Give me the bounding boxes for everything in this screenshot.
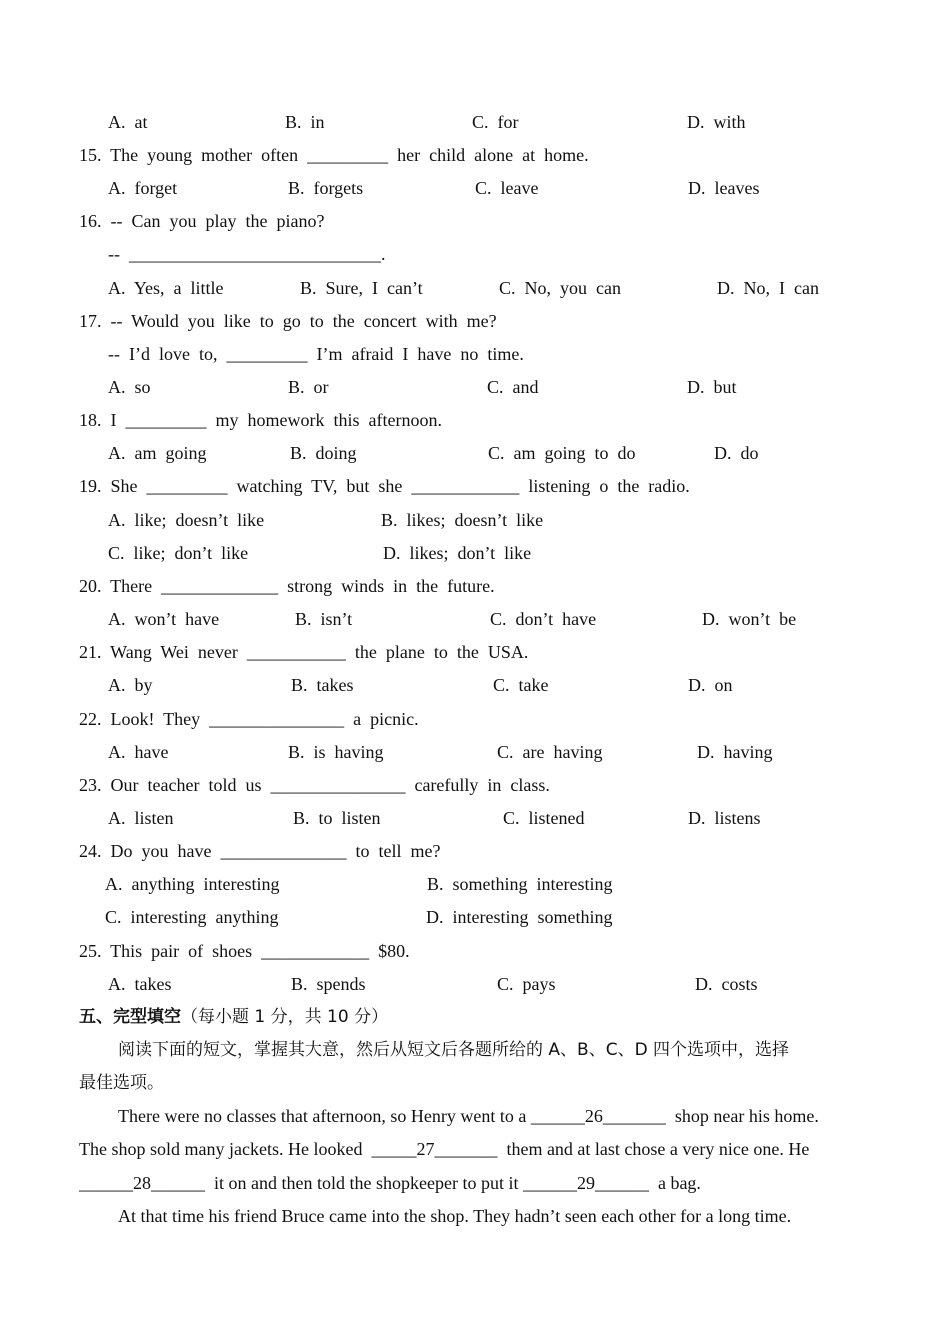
q22-option-b: B. is having xyxy=(288,742,384,762)
q18-option-b: B. doing xyxy=(290,443,357,463)
section5-title: 五、完型填空 xyxy=(79,1007,181,1027)
q17-stem: 17. -- Would you like to go to the concert with me? xyxy=(79,311,497,331)
q17-answer-line: -- I’d love to, _________ I’m afraid I have no time. xyxy=(108,344,524,364)
q24-option-a: A. anything interesting xyxy=(105,874,280,894)
q18-stem: 18. I _________ my homework this afternoon. xyxy=(79,410,442,430)
q24-stem: 24. Do you have ______________ to tell me? xyxy=(79,841,441,861)
q21-option-d: D. on xyxy=(688,675,733,695)
q16-option-d: D. No, I can xyxy=(717,278,819,298)
q21-option-c: C. take xyxy=(493,675,549,695)
q20-stem: 20. There _____________ strong winds in the future. xyxy=(79,576,495,596)
q15-option-b: B. forgets xyxy=(288,178,364,198)
blank-28: ______28______ xyxy=(79,1173,205,1193)
q19-option-d: D. likes; don’t like xyxy=(383,543,532,563)
blank-27: _____27_______ xyxy=(371,1139,498,1159)
q17-option-a: A. so xyxy=(108,377,151,397)
q19-stem: 19. She _________ watching TV, but she ____________ listening o the radio. xyxy=(79,476,690,496)
q16-stem: 16. -- Can you play the piano? xyxy=(79,211,325,231)
q16-option-c: C. No, you can xyxy=(499,278,621,298)
q23-option-b: B. to listen xyxy=(293,808,381,828)
q23-option-d: D. listens xyxy=(688,808,761,828)
q24-option-c: C. interesting anything xyxy=(105,907,279,927)
q23-stem: 23. Our teacher told us _______________ carefully in class. xyxy=(79,775,550,795)
blank-29: ______29______ xyxy=(522,1173,649,1193)
q15-option-a: A. forget xyxy=(108,178,178,198)
q14-option-b: B. in xyxy=(285,112,325,132)
q25-option-a: A. takes xyxy=(108,974,172,994)
section5-instruction-line1: 阅读下面的短文，掌握其大意，然后从短文后各题所给的 A、B、C、D 四个选项中，选择 xyxy=(118,1040,790,1060)
q18-option-d: D. do xyxy=(714,443,759,463)
q24-option-d: D. interesting something xyxy=(426,907,613,927)
q15-option-d: D. leaves xyxy=(688,178,760,198)
q22-option-c: C. are having xyxy=(497,742,603,762)
q18-option-c: C. am going to do xyxy=(488,443,636,463)
q25-option-b: B. spends xyxy=(291,974,366,994)
q19-option-a: A. like; doesn’t like xyxy=(108,510,265,530)
q25-option-d: D. costs xyxy=(695,974,758,994)
q19-option-c: C. like; don’t like xyxy=(108,543,249,563)
passage-text: a bag. xyxy=(648,1173,701,1193)
q14-option-c: C. for xyxy=(472,112,519,132)
q19-option-b: B. likes; doesn’t like xyxy=(381,510,544,530)
q21-option-b: B. takes xyxy=(291,675,354,695)
passage-line-2 xyxy=(79,1138,809,1160)
q21-stem: 21. Wang Wei never ___________ the plane to the USA. xyxy=(79,642,529,662)
q16-answer-line: -- ____________________________. xyxy=(108,244,386,264)
q17-option-c: C. and xyxy=(487,377,539,397)
q20-option-c: C. don’t have xyxy=(490,609,597,629)
passage-text: The shop sold many jackets. He looked xyxy=(79,1139,372,1159)
blank-26: ______26_______ xyxy=(530,1106,666,1126)
q14-option-a: A. at xyxy=(108,112,148,132)
q22-option-d: D. having xyxy=(697,742,773,762)
q18-option-a: A. am going xyxy=(108,443,207,463)
q15-option-c: C. leave xyxy=(475,178,539,198)
passage-line-1 xyxy=(118,1105,819,1127)
q16-option-b: B. Sure, I can’t xyxy=(300,278,423,298)
q20-option-b: B. isn’t xyxy=(295,609,353,629)
passage-text: it on and then told the shopkeeper to put it xyxy=(205,1173,523,1193)
passage-line-3 xyxy=(79,1172,701,1194)
passage-text: them and at last chose a very nice one. He xyxy=(497,1139,810,1159)
q24-option-b: B. something interesting xyxy=(427,874,613,894)
q14-option-d: D. with xyxy=(687,112,746,132)
q25-stem: 25. This pair of shoes ____________ $80. xyxy=(79,941,410,961)
q22-stem: 22. Look! They _______________ a picnic. xyxy=(79,709,419,729)
q20-option-a: A. won’t have xyxy=(108,609,220,629)
q23-option-a: A. listen xyxy=(108,808,174,828)
q17-option-d: D. but xyxy=(687,377,737,397)
section5-note: （每小题 1 分，共 10 分） xyxy=(181,1007,389,1027)
q22-option-a: A. have xyxy=(108,742,169,762)
section5-instruction-line2: 最佳选项。 xyxy=(79,1073,164,1093)
q16-option-a: A. Yes, a little xyxy=(108,278,224,298)
q17-option-b: B. or xyxy=(288,377,329,397)
q25-option-c: C. pays xyxy=(497,974,556,994)
section5-header xyxy=(79,1006,388,1028)
passage-line-4: At that time his friend Bruce came into the shop. They hadn’t seen each other for a long time. xyxy=(118,1206,792,1226)
q21-option-a: A. by xyxy=(108,675,153,695)
passage-text: shop near his home. xyxy=(665,1106,819,1126)
passage-text: There were no classes that afternoon, so Henry went to a xyxy=(118,1106,531,1126)
q23-option-c: C. listened xyxy=(503,808,585,828)
q15-stem: 15. The young mother often _________ her child alone at home. xyxy=(79,145,589,165)
q20-option-d: D. won’t be xyxy=(702,609,797,629)
